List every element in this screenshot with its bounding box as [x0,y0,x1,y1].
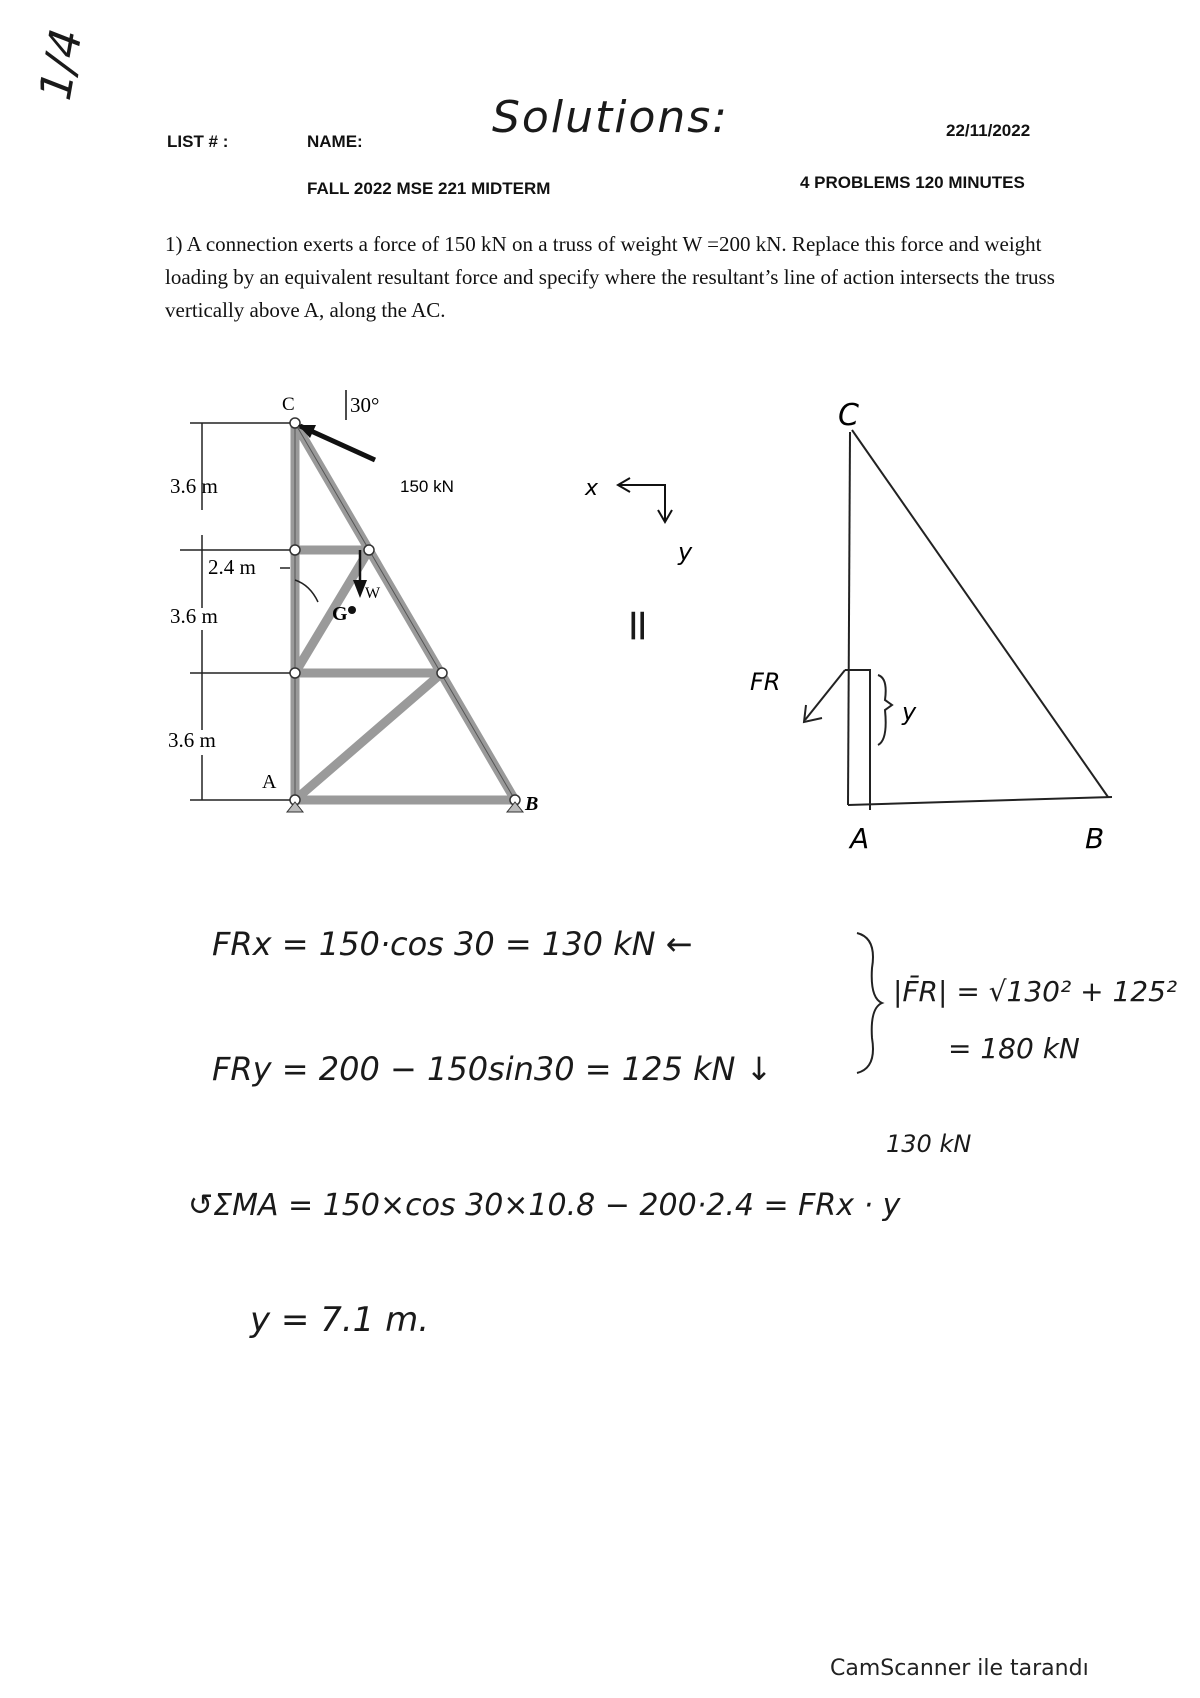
scanner-watermark: CamScanner ile tarandı [830,1656,1089,1681]
axis-x-label: x [585,476,599,501]
list-label: LIST # : [167,132,229,151]
solution-result: y = 7.1 m. [250,1300,430,1340]
problem-statement: 1) A connection exerts a force of 150 kN on a truss of weight W =200 kN. Replace this force and weight loading by an equivalent resultant force and specify where the resultant’s line of action intersects the truss vertically above A, along the AC. [165,232,1055,322]
dim-offset: 2.4 m [208,555,256,579]
force-angle: 30° [350,393,380,417]
name-value: Solutions: [492,92,729,143]
fbd-label-fr: FR [750,668,781,696]
solution-moment-note: 130 kN [886,1130,972,1158]
axes-sketch [570,460,710,570]
label-b: B [525,793,539,815]
free-body-diagram [730,400,1150,860]
fbd-label-y: y [902,698,917,726]
fbd-label-b: B [1085,822,1105,855]
axis-y-label: y [678,538,693,566]
centroid-g [348,606,356,614]
solution-moment: ↺ΣMA = 150×cos 30×10.8 − 200·2.4 = FRx · y [188,1188,901,1223]
name-label: NAME: [307,132,363,151]
exam-info: 4 PROBLEMS 120 MINUTES [800,173,1025,192]
label-c: C [282,394,295,415]
solution-frx: FRx = 150·cos 30 = 130 kN ← [212,925,693,963]
truss-diagram [150,380,570,820]
fbd-label-a: A [850,822,870,855]
exam-date: 22/11/2022 [946,121,1031,140]
label-a: A [262,771,277,793]
brace [852,928,892,1078]
solution-magnitude: |F̄R| = √130² + 125² [893,975,1178,1008]
resultant-force-arrow [805,670,845,720]
force-value: 150 kN [400,477,454,496]
label-g: G [332,603,348,625]
course-title: FALL 2022 MSE 221 MIDTERM [307,179,551,198]
solution-magnitude-value: = 180 kN [948,1032,1080,1065]
page-number-mark: 1/4 [30,25,93,104]
label-w: W [365,585,381,602]
equals-sign: = [612,607,664,644]
dim-top: 3.6 m [170,474,218,498]
dim-mid: 3.6 m [170,604,218,628]
solution-fry: FRy = 200 − 150sin30 = 125 kN ↓ [212,1050,773,1088]
fbd-label-c: C [838,400,859,433]
dim-bot: 3.6 m [168,728,216,752]
